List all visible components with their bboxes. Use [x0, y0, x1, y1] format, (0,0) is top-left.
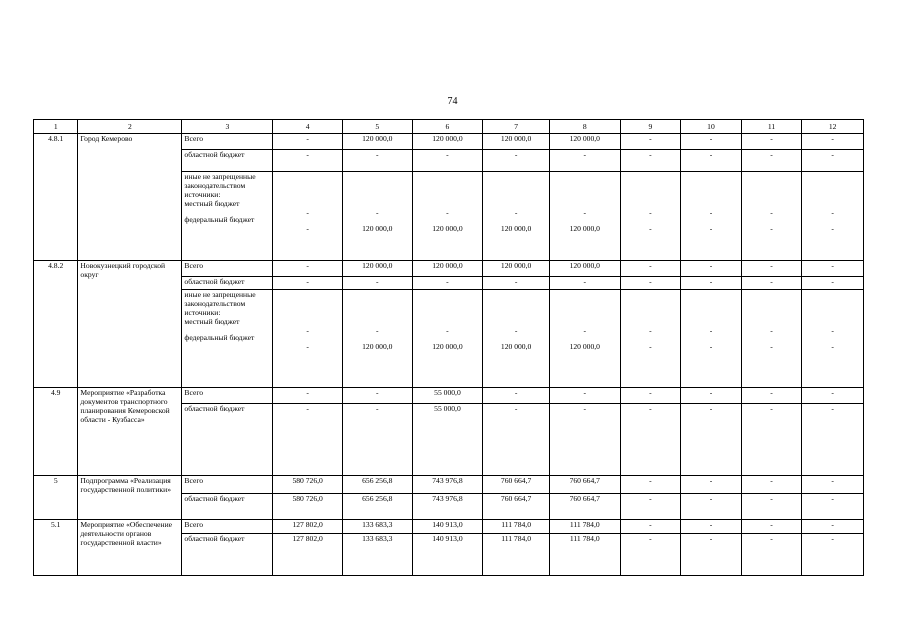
value-cell: -: [273, 404, 343, 476]
value: -: [831, 342, 834, 351]
value-cell: 111 784,0: [483, 534, 550, 576]
value-cell: -: [483, 150, 550, 172]
table-row: [34, 388, 864, 404]
value-cell: 760 664,7: [483, 494, 550, 520]
value: -: [376, 326, 379, 335]
funding-source-label: иные не запрещенные законодательством источники:: [184, 172, 256, 199]
value-cell: -: [412, 277, 483, 290]
row-code: 5.1: [34, 520, 78, 576]
value-cell: -: [483, 388, 550, 404]
value-cell: 111 784,0: [549, 520, 620, 534]
value-cell: -: [681, 277, 742, 290]
value-cell: -: [483, 404, 550, 476]
value-cell: -: [741, 150, 802, 172]
row-name: Город Кемерово: [78, 134, 182, 261]
value: -: [306, 342, 309, 351]
column-header: 5: [342, 120, 412, 134]
value-cell: -: [273, 134, 343, 150]
funding-source-label: федеральный бюджет: [184, 215, 255, 224]
value-cell: -: [273, 388, 343, 404]
value-cell: -: [802, 476, 864, 494]
value-cell: -: [802, 134, 864, 150]
table-body: [34, 134, 864, 576]
value-cell: [273, 290, 343, 388]
value-cell: -: [273, 261, 343, 277]
value-cell: -: [802, 404, 864, 476]
value-cell: 580 726,0: [273, 494, 343, 520]
value-cell: [412, 172, 483, 261]
value-cell: 127 802,0: [273, 534, 343, 576]
value: -: [649, 326, 652, 335]
value-cell: [620, 172, 681, 261]
funding-source: [182, 150, 273, 172]
funding-source-label: иные не запрещенные законодательством источники:: [184, 290, 256, 317]
value-cell: 55 000,0: [412, 404, 483, 476]
row-code: 4.9: [34, 388, 78, 476]
value-cell: -: [273, 150, 343, 172]
funding-source-label: федеральный бюджет: [184, 333, 255, 342]
funding-source-label: Всего: [184, 476, 204, 485]
value-cell: 133 683,3: [342, 520, 412, 534]
table-header: [34, 120, 864, 134]
value: -: [709, 342, 713, 351]
value-cell: 120 000,0: [483, 261, 550, 277]
value: 120 000,0: [569, 342, 600, 351]
value-cell: -: [741, 520, 802, 534]
value-cell: 140 913,0: [412, 520, 483, 534]
value-cell: -: [549, 277, 620, 290]
table-row: [34, 261, 864, 277]
table-row: [34, 476, 864, 494]
value-cell: [483, 290, 550, 388]
value: -: [306, 208, 309, 217]
value-cell: -: [802, 277, 864, 290]
row-name: Новокузнецкий городской округ: [78, 261, 182, 388]
value-cell: -: [412, 150, 483, 172]
column-header: 4: [273, 120, 343, 134]
value-cell: 120 000,0: [412, 261, 483, 277]
value: -: [709, 208, 713, 217]
column-header: 3: [182, 120, 273, 134]
funding-source-label: местный бюджет: [184, 317, 240, 326]
column-header: 9: [620, 120, 681, 134]
value-cell: -: [741, 388, 802, 404]
funding-source: [182, 261, 273, 277]
value-cell: -: [620, 261, 681, 277]
value: -: [709, 224, 713, 233]
value-cell: -: [681, 476, 742, 494]
value-cell: -: [620, 150, 681, 172]
row-code: 4.8.2: [34, 261, 78, 388]
value-cell: -: [802, 520, 864, 534]
value: -: [770, 208, 773, 217]
value-cell: 55 000,0: [412, 388, 483, 404]
column-header: 2: [78, 120, 182, 134]
value-cell: -: [741, 494, 802, 520]
value-cell: [549, 172, 620, 261]
value-cell: [412, 290, 483, 388]
funding-source-label: Всего: [184, 261, 204, 270]
funding-source-label: областной бюджет: [184, 404, 245, 413]
value-cell: [681, 290, 742, 388]
value-cell: 133 683,3: [342, 534, 412, 576]
funding-source: [182, 534, 273, 576]
value: -: [649, 342, 652, 351]
value: 120 000,0: [569, 224, 600, 233]
funding-source-label: областной бюджет: [184, 277, 245, 286]
page-number: 74: [447, 96, 458, 107]
value-cell: -: [620, 534, 681, 576]
value-cell: -: [741, 404, 802, 476]
value-cell: -: [549, 388, 620, 404]
value-cell: -: [549, 150, 620, 172]
value-cell: 656 256,8: [342, 476, 412, 494]
value-cell: -: [802, 150, 864, 172]
table-row: [34, 520, 864, 534]
value-cell: -: [802, 261, 864, 277]
funding-source-label: областной бюджет: [184, 494, 245, 503]
value-cell: 140 913,0: [412, 534, 483, 576]
value-cell: [802, 172, 864, 261]
value-cell: 120 000,0: [412, 134, 483, 150]
value: -: [770, 224, 773, 233]
value-cell: 111 784,0: [549, 534, 620, 576]
value: -: [306, 224, 309, 233]
value: -: [831, 224, 834, 233]
value-cell: 656 256,8: [342, 494, 412, 520]
value-cell: -: [741, 261, 802, 277]
value-cell: 743 976,8: [412, 494, 483, 520]
value: -: [446, 326, 449, 335]
value-cell: [741, 172, 802, 261]
budget-table: [33, 119, 864, 576]
value-cell: [342, 290, 412, 388]
column-header: 1: [34, 120, 78, 134]
column-header: 12: [802, 120, 864, 134]
value-cell: [802, 290, 864, 388]
value-cell: 111 784,0: [483, 520, 550, 534]
table-row: [34, 134, 864, 150]
value-cell: -: [342, 404, 412, 476]
funding-source: [182, 172, 273, 261]
value: 120 000,0: [362, 342, 393, 351]
column-header: 6: [412, 120, 483, 134]
column-header: 7: [483, 120, 550, 134]
column-header: 10: [681, 120, 742, 134]
funding-source-label: местный бюджет: [184, 199, 240, 208]
value-cell: -: [342, 150, 412, 172]
value: -: [514, 208, 518, 217]
value-cell: -: [620, 476, 681, 494]
value-cell: -: [620, 277, 681, 290]
value-cell: [342, 172, 412, 261]
value-cell: -: [802, 534, 864, 576]
value-cell: -: [681, 134, 742, 150]
value-cell: -: [342, 277, 412, 290]
value: 120 000,0: [362, 224, 393, 233]
value: 120 000,0: [500, 342, 532, 351]
value: 120 000,0: [432, 342, 463, 351]
value-cell: 127 802,0: [273, 520, 343, 534]
funding-source-label: областной бюджет: [184, 150, 245, 159]
value: -: [583, 326, 587, 335]
header-row: [34, 120, 864, 134]
value-cell: -: [620, 388, 681, 404]
value: -: [649, 208, 652, 217]
row-name: Мероприятие «Обеспечение деятельности органов государственной власти»: [78, 520, 182, 576]
value-cell: 760 664,7: [549, 494, 620, 520]
value-cell: -: [802, 494, 864, 520]
value-cell: -: [681, 534, 742, 576]
value-cell: -: [620, 404, 681, 476]
funding-source-label: Всего: [184, 388, 204, 397]
value: -: [446, 208, 449, 217]
value: -: [709, 326, 713, 335]
value-cell: -: [483, 277, 550, 290]
value-cell: 580 726,0: [273, 476, 343, 494]
value-cell: -: [549, 404, 620, 476]
value-cell: -: [681, 150, 742, 172]
value: -: [306, 326, 309, 335]
funding-source: [182, 388, 273, 404]
value: -: [831, 326, 834, 335]
row-name: Подпрограмма «Реализация государственной политики»: [78, 476, 182, 520]
value: 120 000,0: [432, 224, 463, 233]
value-cell: -: [342, 388, 412, 404]
value-cell: 120 000,0: [483, 134, 550, 150]
value-cell: -: [802, 388, 864, 404]
value-cell: -: [681, 404, 742, 476]
value-cell: 743 976,8: [412, 476, 483, 494]
value-cell: 760 664,7: [549, 476, 620, 494]
value: -: [770, 326, 773, 335]
funding-source: [182, 476, 273, 494]
value: -: [583, 208, 587, 217]
value-cell: [549, 290, 620, 388]
value-cell: [483, 172, 550, 261]
funding-source: [182, 134, 273, 150]
row-name: Мероприятие «Разработка документов транспортного планирования Кемеровской области - Кузбасса»: [78, 388, 182, 476]
funding-source-label: Всего: [184, 134, 204, 143]
value-cell: -: [620, 494, 681, 520]
value: -: [770, 342, 773, 351]
value: -: [831, 208, 834, 217]
value-cell: -: [620, 134, 681, 150]
row-code: 4.8.1: [34, 134, 78, 261]
value-cell: -: [681, 494, 742, 520]
value: -: [514, 326, 518, 335]
value-cell: [620, 290, 681, 388]
funding-source: [182, 277, 273, 290]
value-cell: 120 000,0: [549, 261, 620, 277]
column-header: 8: [549, 120, 620, 134]
value: -: [649, 224, 652, 233]
value-cell: 120 000,0: [549, 134, 620, 150]
value-cell: 120 000,0: [342, 134, 412, 150]
value-cell: -: [681, 388, 742, 404]
column-header: 11: [741, 120, 802, 134]
value-cell: -: [620, 520, 681, 534]
value-cell: [273, 172, 343, 261]
value: -: [376, 208, 379, 217]
value-cell: [681, 172, 742, 261]
funding-source: [182, 290, 273, 388]
value-cell: -: [681, 520, 742, 534]
row-code: 5: [34, 476, 78, 520]
funding-source: [182, 494, 273, 520]
value-cell: -: [741, 134, 802, 150]
value-cell: -: [681, 261, 742, 277]
value-cell: -: [741, 476, 802, 494]
value-cell: 760 664,7: [483, 476, 550, 494]
funding-source-label: Всего: [184, 520, 204, 529]
funding-source: [182, 404, 273, 476]
funding-source: [182, 520, 273, 534]
value-cell: -: [741, 534, 802, 576]
value: 120 000,0: [500, 224, 532, 233]
funding-source-label: областной бюджет: [184, 534, 245, 543]
value-cell: -: [741, 277, 802, 290]
value-cell: -: [273, 277, 343, 290]
value-cell: 120 000,0: [342, 261, 412, 277]
value-cell: [741, 290, 802, 388]
